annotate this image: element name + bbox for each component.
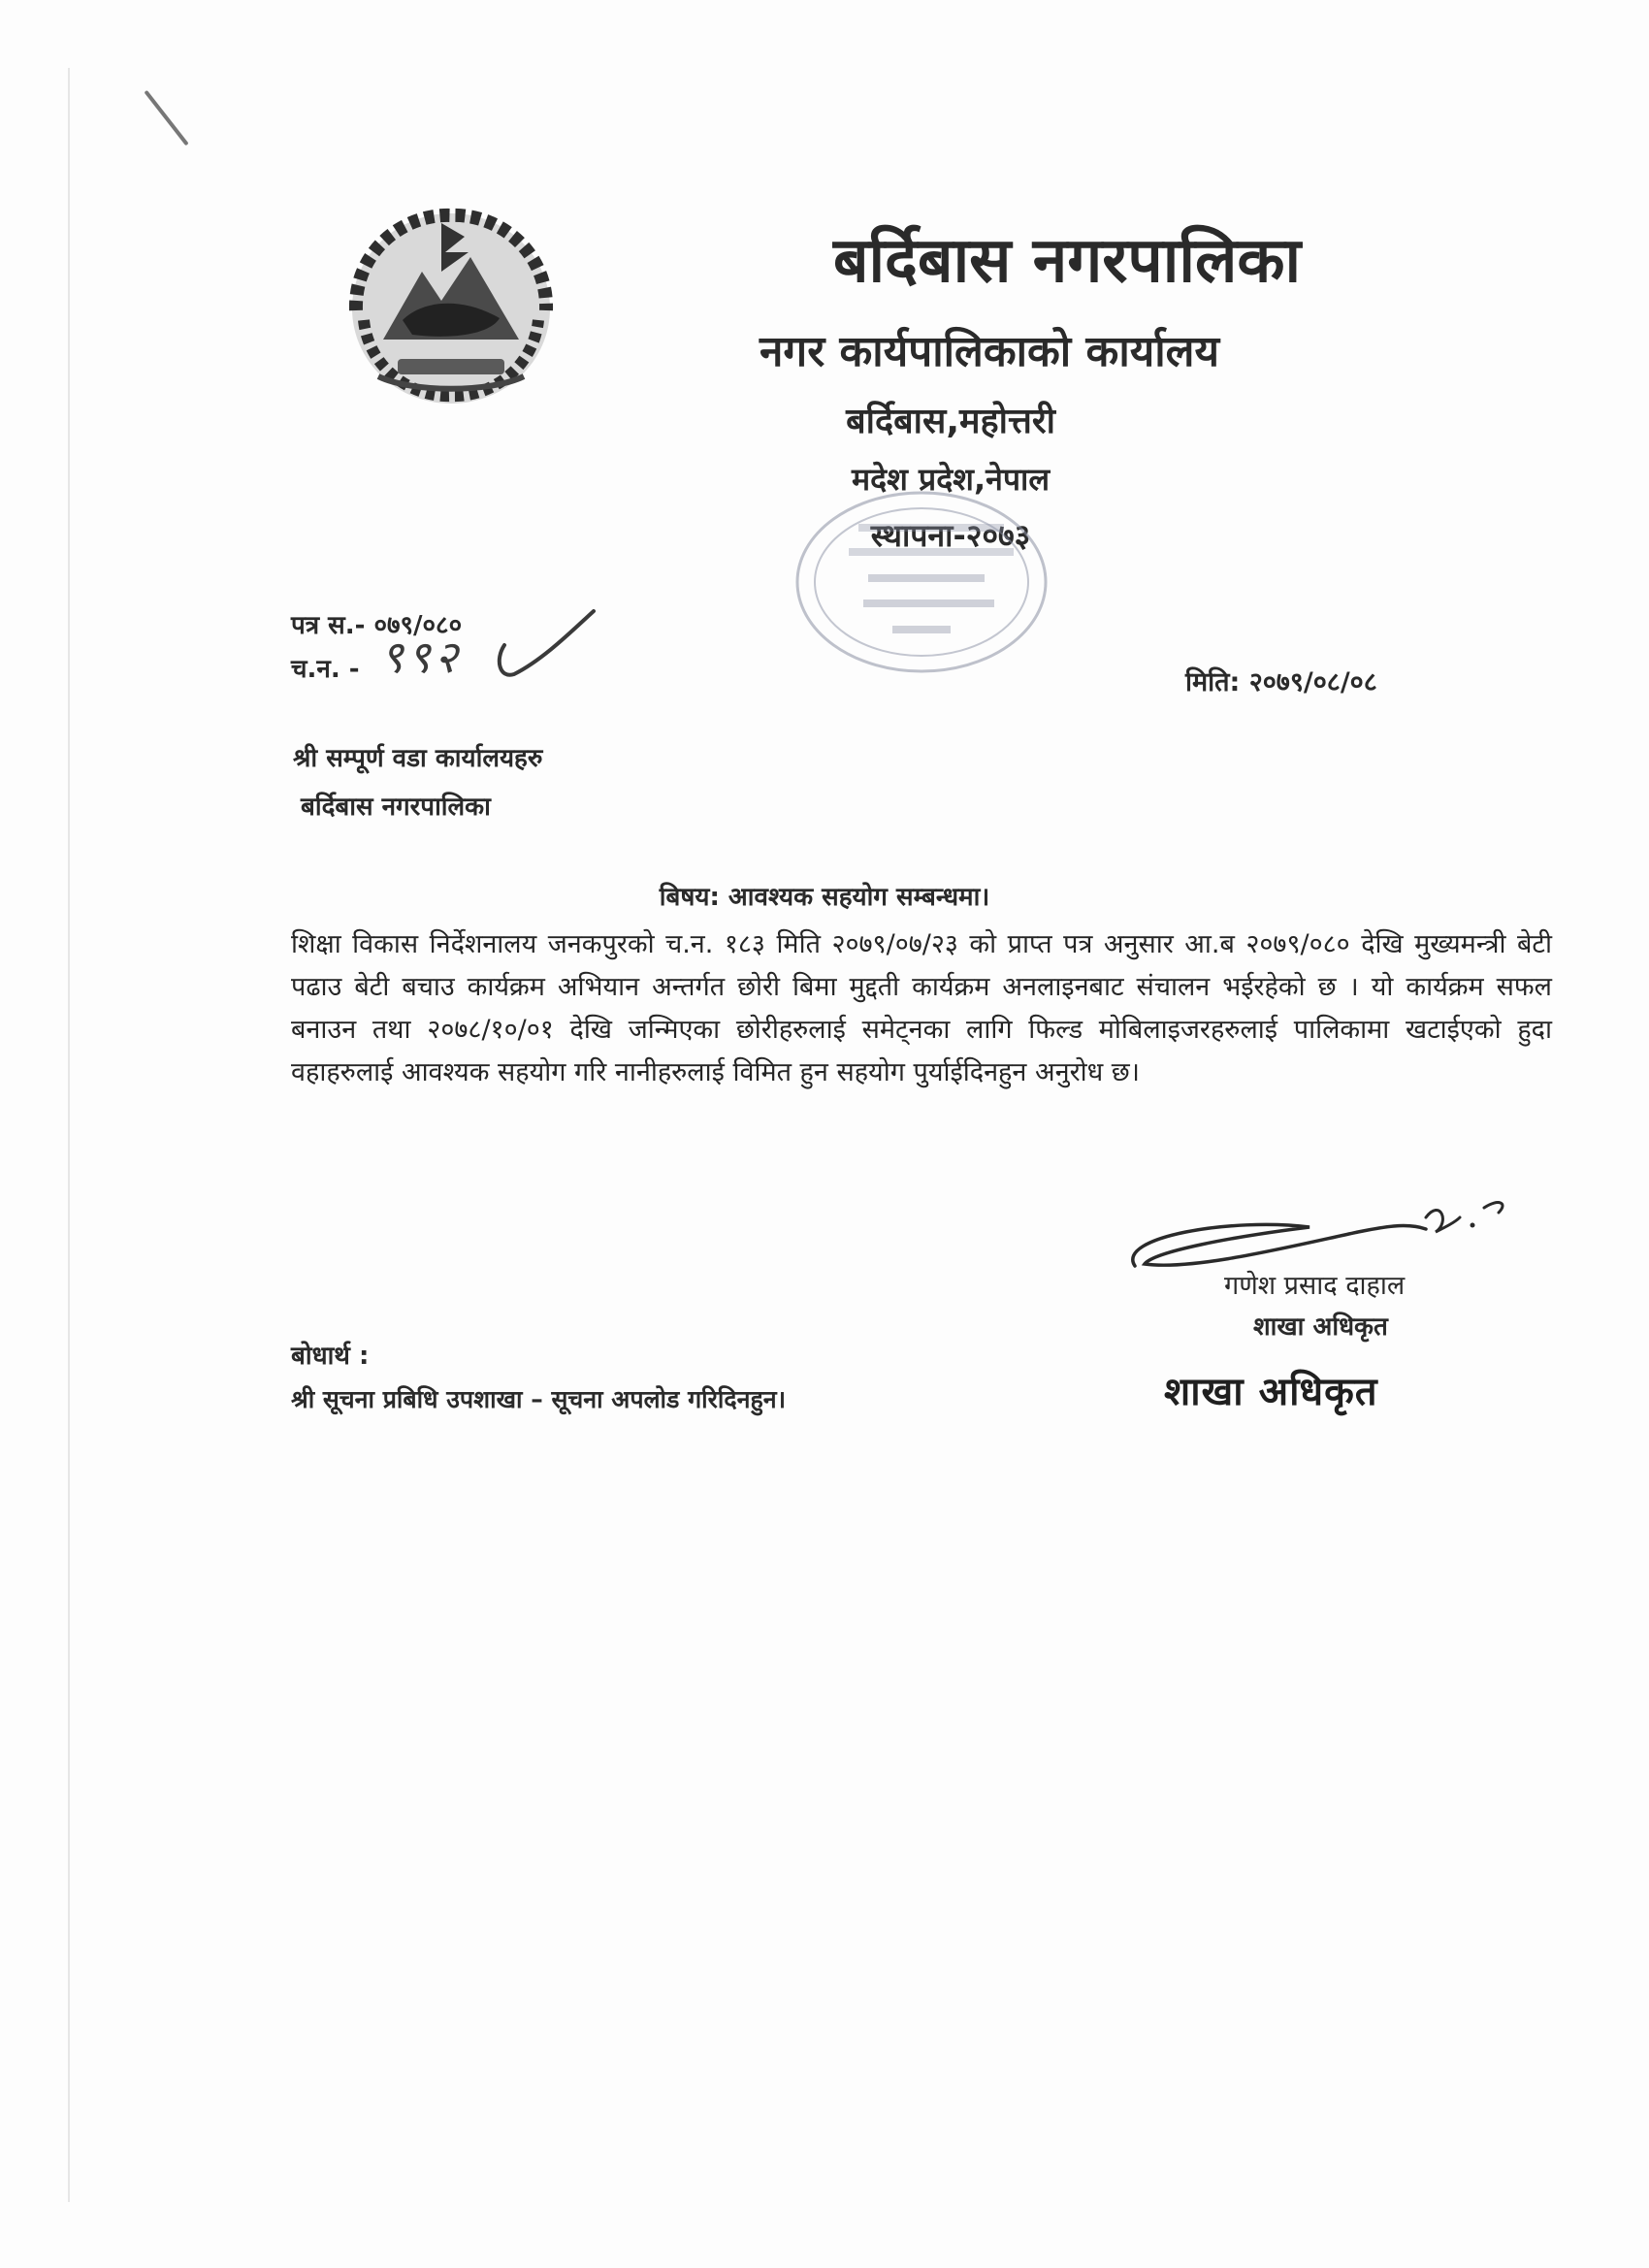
scan-edge-line [68,68,70,2202]
signatory-designation: शाखा अधिकृत [1253,1312,1388,1342]
recipient-line-2: बर्दिबास नगरपालिका [301,793,491,822]
letter-reference-number: पत्र स.- ०७९/०८० [291,611,463,640]
address-line-2: मदेश प्रदेश,नेपाल [851,461,1051,498]
dispatch-number-label: च.न. - [291,655,360,684]
office-seal-stamp [791,485,1052,679]
signatory-name: गणेश प्रसाद दाहाल [1224,1271,1406,1301]
office-title: नगर कार्यपालिकाको कार्यालय [760,327,1219,376]
cc-label: बोधार्थ : [291,1342,370,1371]
dispatch-number-handwritten: ९९२ [380,631,462,683]
staple-pin-mark [144,90,188,146]
recipient-line-1: श्री सम्पूर्ण वडा कार्यालयहरु [293,744,543,773]
address-line-1: बर्दिबास,महोत्तरी [846,402,1055,441]
handwritten-checkmark-icon [485,606,601,684]
letter-subject: बिषय: आवश्यक सहयोग सम्बन्धमा। [659,883,990,912]
municipality-title: बर्दिबास नगरपालिका [832,225,1302,297]
letter-body: शिक्षा विकास निर्देशनालय जनकपुरको च.न. १८३ मिति २०७९/०७/२३ को प्राप्त पत्र अनुसार आ.ब २०७९/०८० देखि मुख्यमन्त्री बेटी पढाउ बेटी बचाउ कार्यक्रम अभियान अन्तर्गत छोरी बिमा मुद्दती कार्यक्रम अनलाइनबाट संचालन भईरहेको छ । यो कार्यक्रम सफल बनाउन तथा २०७८/१०/०१ देखि जन्मिएका छोरीहरुलाई समेट्नका लागि फिल्ड मोबिलाइजरहरुलाई पालिकामा खटाईएको हुदा वहाहरुलाई आवश्यक सहयोग गरि नानीहरुलाई विमित हुन सहयोग पुर्याईदिनहुन अनुरोध छ। [291,929,1552,1087]
cc-recipient-line: श्री सूचना प्रबिधि उपशाखा – सूचना अपलोड गरिदिनहुन। [291,1385,787,1413]
address-line-3: स्थापना-२०७३ [870,517,1031,554]
designation-stamp: शाखा अधिकृत [1164,1370,1378,1414]
letter-date: मिति: २०७९/०८/०८ [1185,667,1377,697]
